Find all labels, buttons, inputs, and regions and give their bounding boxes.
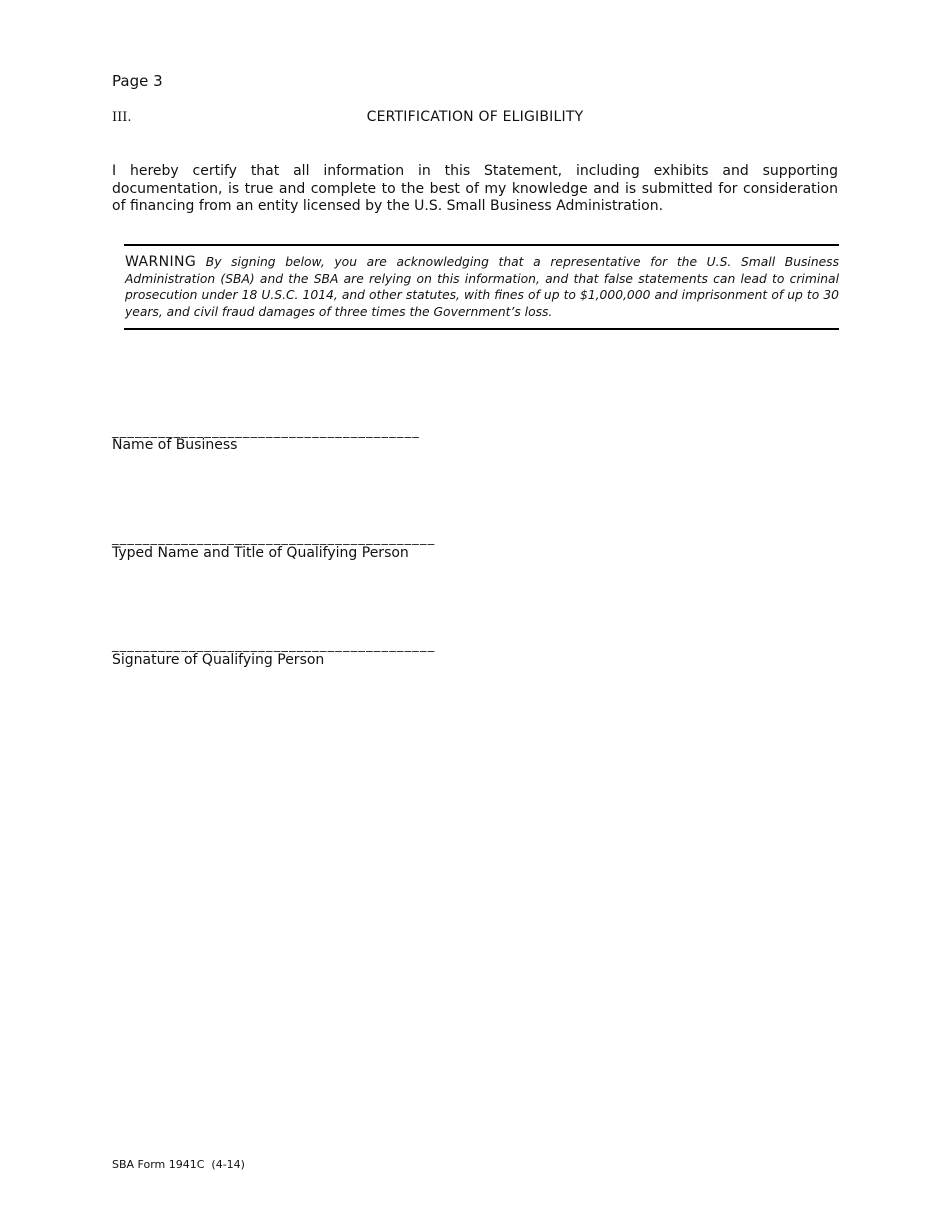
signature-line[interactable]: __________________________________________: [112, 638, 436, 653]
warning-paragraph: [125, 254, 839, 320]
business-name-label: Name of Business: [112, 437, 238, 453]
certification-statement: I hereby certify that all information in this Statement, including exhibits and supporting documentation, is true and complete to the best of my knowledge and is submitted for consideration of financing from an entity licensed by the U.S. Small Business Administration.: [112, 163, 838, 214]
section-number: III.: [112, 110, 132, 125]
typed-name-title-line[interactable]: __________________________________________: [112, 531, 436, 546]
page-number: Page 3: [112, 72, 163, 90]
warning-text: By signing below, you are acknowledging that a representative for the U.S. Small Business Administration (SBA) and the SBA are relying on this information, and that false statements can lead to criminal prosecution under 18 U.S.C. 1014, and other statutes, with fines of up to $1,000,000 and imprisonment of up to 30 years, and civil fraud damages of three times the Government’s loss.: [125, 255, 839, 319]
form-footer: SBA Form 1941C (4-14): [112, 1158, 245, 1171]
typed-name-title-label: Typed Name and Title of Qualifying Person: [112, 545, 409, 561]
section-title: CERTIFICATION OF ELIGIBILITY: [366, 109, 584, 125]
business-name-line[interactable]: ________________________________________: [112, 424, 420, 439]
warning-label: WARNING: [125, 254, 197, 270]
warning-box: [124, 244, 839, 330]
signature-label: Signature of Qualifying Person: [112, 652, 325, 668]
